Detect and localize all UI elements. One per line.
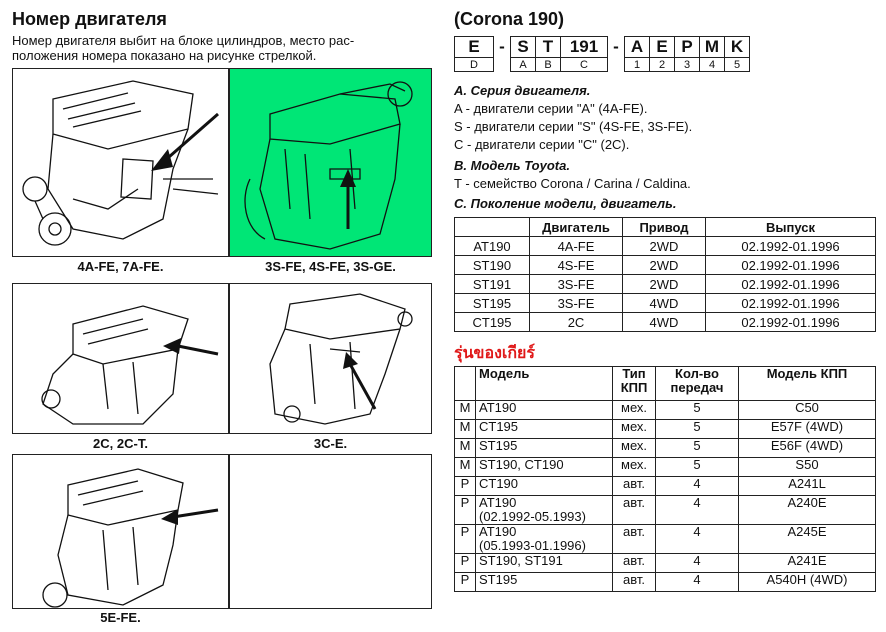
kpp-model: ST190, ST191 — [476, 554, 613, 573]
code-label: 2 — [650, 58, 675, 72]
gen-cell: ST195 — [455, 294, 530, 313]
table-row — [455, 420, 876, 439]
code-cell: M — [700, 37, 725, 58]
gen-cell: 4WD — [623, 294, 706, 313]
kpp-kind: авт. — [613, 496, 656, 525]
section-a-line: A - двигатели серии "A" (4A-FE). — [454, 101, 648, 116]
kpp-gears: 4 — [656, 554, 739, 573]
kpp-model: CT195 — [476, 420, 613, 439]
kpp-kind: мех. — [613, 458, 656, 477]
gen-cell: 2WD — [623, 237, 706, 256]
gen-cell: ST190 — [455, 256, 530, 275]
kpp-type: M — [455, 420, 476, 439]
table-row — [455, 294, 876, 313]
engine-panel-5e-fe — [12, 454, 229, 609]
engine-drawing-icon — [13, 455, 228, 608]
kpp-model-code: A241L — [739, 477, 876, 496]
kpp-model-code: E56F (4WD) — [739, 439, 876, 458]
kpp-model — [476, 496, 613, 525]
kpp-gears: 4 — [656, 477, 739, 496]
kpp-model: ST195 — [476, 573, 613, 592]
kpp-model-line: AT190 — [479, 524, 517, 539]
code-cell: E — [455, 37, 494, 58]
kpp-kind: мех. — [613, 420, 656, 439]
engine-panel-3s-fe — [229, 68, 432, 257]
kpp-model-code: A245E — [739, 525, 876, 554]
engine-drawing-icon — [230, 69, 431, 256]
kpp-type: P — [455, 477, 476, 496]
kpp-type: P — [455, 525, 476, 554]
kpp-model-code: A540H (4WD) — [739, 573, 876, 592]
gen-cell: AT190 — [455, 237, 530, 256]
thai-label: รุ่นของเกียร์ — [454, 345, 536, 362]
kpp-kind: авт. — [613, 477, 656, 496]
kpp-kind: авт. — [613, 573, 656, 592]
gen-header: Двигатель — [530, 218, 623, 237]
intro-line-2: положения номера показано на рисунке стрелкой. — [12, 48, 317, 63]
code-label: B — [536, 58, 561, 72]
kpp-type: M — [455, 439, 476, 458]
code-label: 4 — [700, 58, 725, 72]
kpp-header: Тип КПП — [613, 367, 656, 401]
panel-caption-2: 3S-FE, 4S-FE, 3S-GE. — [265, 259, 396, 274]
section-b-line: T - семейство Corona / Carina / Caldina. — [454, 176, 691, 191]
gen-header: Привод — [623, 218, 706, 237]
gen-cell: 2WD — [623, 256, 706, 275]
table-row — [455, 496, 876, 525]
code-cell: 191 — [561, 37, 608, 58]
table-row — [455, 554, 876, 573]
kpp-model-code: E57F (4WD) — [739, 420, 876, 439]
kpp-gears: 5 — [656, 458, 739, 477]
gen-cell: 02.1992-01.1996 — [706, 313, 876, 332]
code-cell: E — [650, 37, 675, 58]
code-cell: A — [625, 37, 650, 58]
code-label: 5 — [725, 58, 750, 72]
code-cell: - — [494, 37, 511, 58]
kpp-model: ST190, CT190 — [476, 458, 613, 477]
engine-drawing-icon — [13, 69, 228, 256]
gen-cell: 2C — [530, 313, 623, 332]
code-cell: K — [725, 37, 750, 58]
code-breakdown-table — [454, 36, 750, 72]
kpp-type: P — [455, 496, 476, 525]
gen-cell: 2WD — [623, 275, 706, 294]
kpp-model-dates: (02.1992-05.1993) — [479, 509, 586, 524]
kpp-gears: 4 — [656, 496, 739, 525]
kpp-kind: авт. — [613, 525, 656, 554]
intro-line-1: Номер двигателя выбит на блоке цилиндров, место рас- — [12, 33, 355, 48]
engine-panel-3c-e — [229, 283, 432, 434]
kpp-kind: мех. — [613, 401, 656, 420]
page-title: Номер двигателя — [12, 9, 167, 29]
kpp-model: ST195 — [476, 439, 613, 458]
intro-text — [12, 33, 354, 63]
engine-drawing-icon — [13, 284, 228, 433]
kpp-model-code: A241E — [739, 554, 876, 573]
code-label: D — [455, 58, 494, 72]
table-row — [455, 237, 876, 256]
gen-cell: 02.1992-01.1996 — [706, 275, 876, 294]
empty-panel — [229, 454, 432, 609]
kpp-type: P — [455, 554, 476, 573]
gen-cell: 02.1992-01.1996 — [706, 237, 876, 256]
kpp-gears: 5 — [656, 401, 739, 420]
panel-caption-4: 3C-E. — [313, 436, 348, 451]
engine-drawing-icon — [230, 284, 431, 433]
table-row — [455, 439, 876, 458]
kpp-gears: 4 — [656, 525, 739, 554]
code-label: A — [511, 58, 536, 72]
kpp-model: AT190 — [476, 401, 613, 420]
gen-cell: CT195 — [455, 313, 530, 332]
gen-cell: 3S-FE — [530, 275, 623, 294]
gen-cell: 02.1992-01.1996 — [706, 256, 876, 275]
table-row — [455, 256, 876, 275]
code-label — [608, 58, 625, 72]
kpp-gears: 5 — [656, 439, 739, 458]
transmission-table — [454, 366, 876, 592]
gen-cell: 3S-FE — [530, 294, 623, 313]
section-c-title: C. Поколение модели, двигатель. — [454, 196, 677, 211]
kpp-header: Модель — [476, 367, 613, 401]
panel-caption-3: 2C, 2C-T. — [93, 436, 148, 451]
engine-panel-4a-fe — [12, 68, 229, 257]
gen-cell: 4S-FE — [530, 256, 623, 275]
kpp-kind: авт. — [613, 554, 656, 573]
kpp-type: M — [455, 458, 476, 477]
generation-table — [454, 217, 876, 332]
table-row — [455, 477, 876, 496]
gen-header: Выпуск — [706, 218, 876, 237]
gen-cell: 4A-FE — [530, 237, 623, 256]
engine-panel-2c — [12, 283, 229, 434]
panel-caption-1: 4A-FE, 7A-FE. — [77, 259, 164, 274]
code-cell: - — [608, 37, 625, 58]
code-label: C — [561, 58, 608, 72]
gen-cell: 4WD — [623, 313, 706, 332]
model-title: (Corona 190) — [454, 9, 565, 29]
kpp-model-code: A240E — [739, 496, 876, 525]
kpp-model — [476, 525, 613, 554]
gen-cell: ST191 — [455, 275, 530, 294]
gen-cell: 02.1992-01.1996 — [706, 294, 876, 313]
gen-header — [455, 218, 530, 237]
table-row — [455, 573, 876, 592]
code-cell: S — [511, 37, 536, 58]
section-a — [454, 83, 692, 152]
kpp-kind: мех. — [613, 439, 656, 458]
kpp-model-code: S50 — [739, 458, 876, 477]
table-row — [455, 313, 876, 332]
table-row — [455, 401, 876, 420]
kpp-type: M — [455, 401, 476, 420]
kpp-model-code: C50 — [739, 401, 876, 420]
section-a-line: S - двигатели серии "S" (4S-FE, 3S-FE). — [454, 119, 693, 134]
kpp-model-line: AT190 — [479, 495, 517, 510]
code-label: 3 — [675, 58, 700, 72]
table-row — [455, 458, 876, 477]
section-b — [454, 158, 691, 191]
code-cell: T — [536, 37, 561, 58]
section-a-line: C - двигатели серии "C" (2C). — [454, 137, 630, 152]
section-a-title: A. Серия двигателя. — [454, 83, 591, 98]
kpp-gears: 5 — [656, 420, 739, 439]
table-row — [455, 275, 876, 294]
kpp-header: Модель КПП — [739, 367, 876, 401]
code-cell: P — [675, 37, 700, 58]
kpp-header: Кол-во передач — [656, 367, 739, 401]
kpp-model: CT190 — [476, 477, 613, 496]
table-row — [455, 525, 876, 554]
code-label: 1 — [625, 58, 650, 72]
panel-caption-5: 5E-FE. — [100, 610, 141, 625]
code-label — [494, 58, 511, 72]
kpp-model-dates: (05.1993-01.1996) — [479, 538, 586, 553]
kpp-gears: 4 — [656, 573, 739, 592]
section-b-title: B. Модель Toyota. — [454, 158, 570, 173]
kpp-type: P — [455, 573, 476, 592]
kpp-header — [455, 367, 476, 401]
